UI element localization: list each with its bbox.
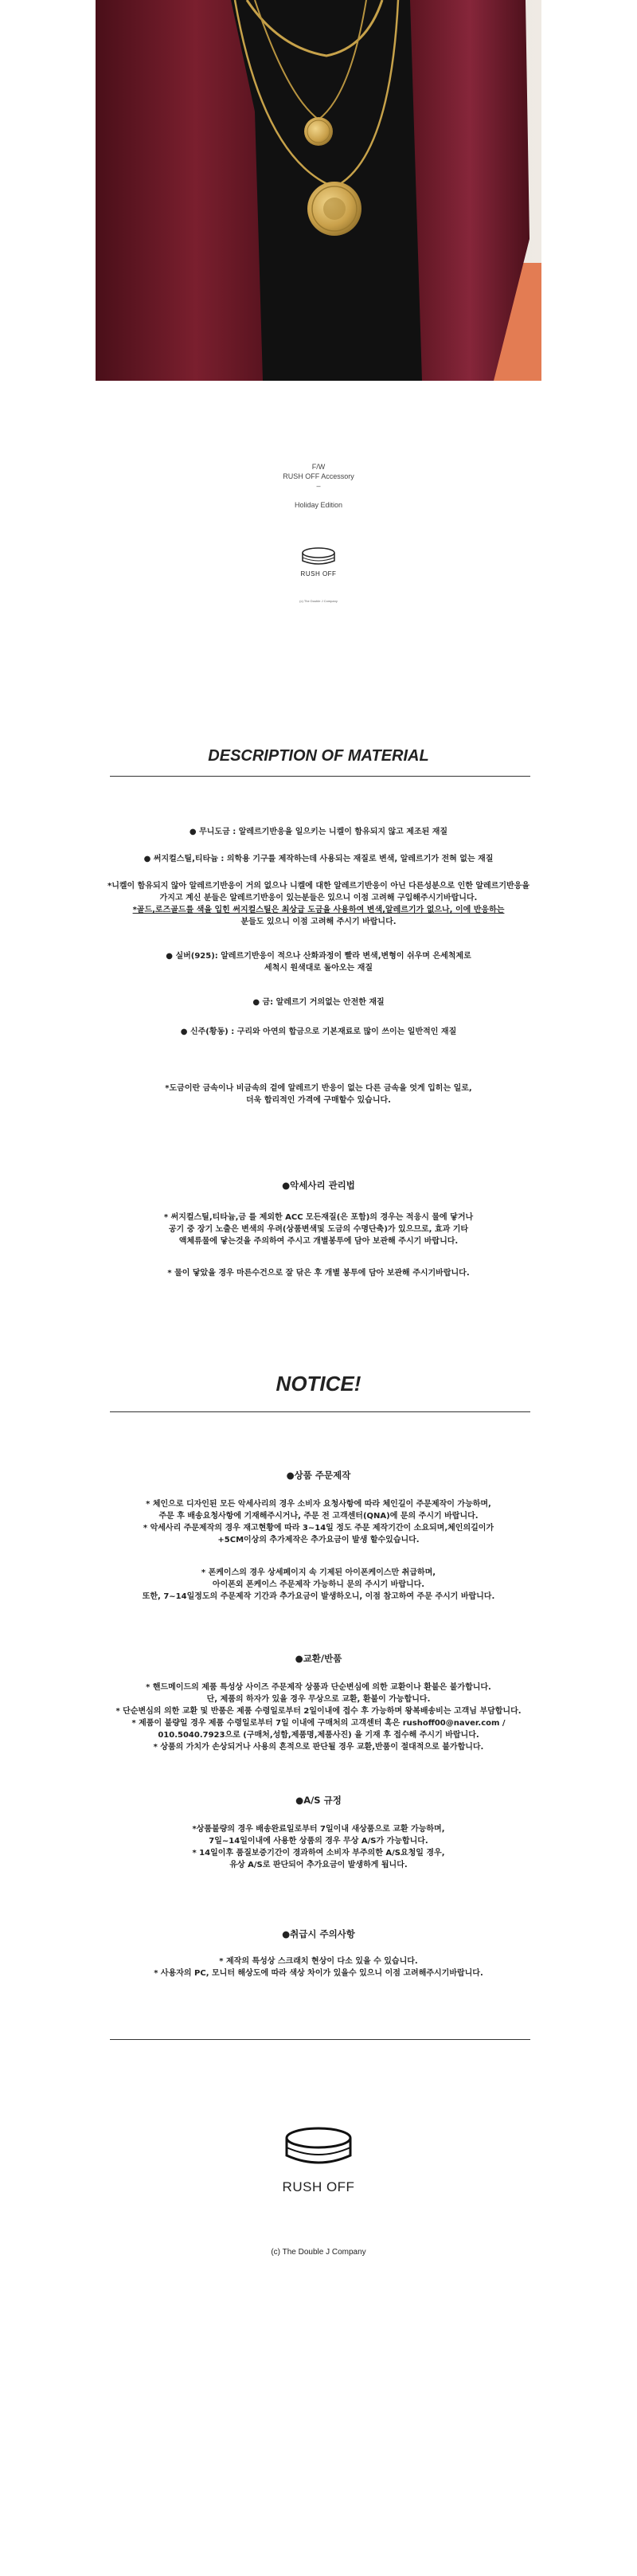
copyright: (c) The Double J Company: [271, 2248, 366, 2257]
order-line: 또한, 7~14일정도의 주문제작 기간과 추가요금이 발생하오니, 이점 참고하여 주문 주시기 바랍니다.: [142, 1592, 495, 1601]
logo-text-large: RUSH OFF: [282, 2179, 355, 2194]
material-line: ● 무니도금 : 알레르기반응을 일으키는 니켈이 함유되지 않고 제조된 재질: [189, 828, 448, 836]
order-line: * 악세사리 주문제작의 경우 재고현황에 따라 3~14일 정도 주문 제작기간이 소요되며,체인의길이가: [143, 1524, 494, 1533]
exchange-line: * 상품의 가치가 손상되거나 사용의 흔적으로 판단될 경우 교환,반품이 절대적으로 불가합니다.: [153, 1743, 484, 1752]
ring-logo-icon: [296, 545, 341, 570]
order-heading: ●상품 주문제작: [286, 1470, 351, 1481]
notice-title: NOTICE!: [276, 1372, 361, 1396]
tiny-copyright: (c) The Double J Company: [299, 599, 338, 603]
footer-divider: [110, 2039, 530, 2040]
material-line: ● 신주(황동) : 구리와 아연의 합금으로 기본재료로 많이 쓰이는 일반적인 재질: [180, 1028, 457, 1036]
logo-text-small: RUSH OFF: [300, 570, 337, 577]
care-heading: ●악세사리 관리법: [282, 1180, 355, 1191]
order-line: +5CM이상의 추가제작은 추가요금이 발생 할수있습니다.: [217, 1536, 420, 1544]
material-line: 분들도 있으니 이점 고려해 주시기 바랍니다.: [240, 918, 397, 926]
material-line: *도금이란 금속이나 비금속의 겉에 알레르기 반응이 없는 다른 금속을 엇게 입히는 일로,: [165, 1084, 472, 1093]
material-line-text: *골드,로즈골드를 색을 입힌 써지컬스틸은 최상급 도금을 사용하여 변색,알레르기가 없으나, 이에 반응하는: [132, 906, 505, 914]
exchange-line: * 제품이 불량일 경우 제품 수령일로부터 7일 이내에 구매처의 고객센터 혹은 rushoff00@naver.com /: [131, 1719, 506, 1728]
exchange-line: * 핸드메이드의 제품 특성상 사이즈 주문제작 상품과 단순변심에 의한 교환이나 환불은 불가합니다.: [146, 1683, 491, 1692]
material-title: DESCRIPTION OF MATERIAL: [208, 747, 429, 765]
order-line: 주문 후 배송요청사항에 기재해주시거나, 주문 전 고객센터(QNA)에 문의 주시기 바랍니다.: [158, 1512, 479, 1521]
material-divider: [110, 776, 530, 777]
exchange-heading: ●교환/반품: [295, 1653, 342, 1664]
material-line: 가지고 계신 분들은 알레르기반응이 있는분들은 있으니 이점 고려해 구입해주시기바랍니다.: [159, 894, 478, 902]
material-line: [48, 905, 589, 915]
material-line: *니켈이 함유되지 않아 알레르기반응이 거의 없으나 니켈에 대한 알레르기반응이 아닌 다른성분으로 인한 알레르기반응을: [107, 882, 530, 891]
exchange-line: 단, 제품의 하자가 있을 경우 무상으로 교환, 환불이 가능합니다.: [206, 1695, 431, 1704]
material-line: 세척시 원색대로 돌아오는 재질: [264, 964, 373, 973]
as-line: *상품불량의 경우 배송완료일로부터 7일이내 새상품으로 교환 가능하며,: [192, 1825, 445, 1834]
handling-line: * 제작의 특성상 스크래치 현상이 다소 있을 수 있습니다.: [219, 1957, 418, 1966]
necklace-model-image: [96, 0, 541, 381]
ring-logo-icon: [277, 2125, 360, 2178]
as-line: 7일~14일이내에 사용한 상품의 경우 무상 A/S가 가능합니다.: [209, 1837, 428, 1846]
care-line: 공기 중 장기 노출은 변색의 우려(상품변색및 도금의 수명단축)가 있으므로, 효과 기타: [168, 1225, 469, 1234]
exchange-line: 010.5040.7923으로 (구매처,성함,제품명,제품사진) 을 기재 후 접수해 주시기 바랍니다.: [158, 1731, 479, 1740]
edition-label: Holiday Edition: [294, 501, 343, 509]
product-photo: [96, 0, 541, 381]
order-line: 아이폰외 폰케이스 주문제작 가능하니 문의 주시기 바랍니다.: [212, 1580, 425, 1589]
handling-line: * 사용자의 PC, 모니터 해상도에 따라 색상 차이가 있을수 있으니 이점 고려해주시기바랍니다.: [154, 1969, 483, 1978]
notice-divider: [110, 1411, 530, 1412]
as-heading: ●A/S 규정: [295, 1795, 342, 1806]
brand-line: RUSH OFF Accessory: [283, 472, 354, 480]
material-line: ● 써지컬스틸,티타늄 : 의학용 기구를 제작하는데 사용되는 재질로 변색, 알레르기가 전혀 없는 재질: [143, 855, 494, 863]
material-line: ● 실버(925): 알레르기반응이 적으나 산화과정이 빨라 변색,변형이 쉬우며 은세척제로: [166, 952, 471, 961]
as-line: 유상 A/S로 판단되어 추가요금이 발생하게 됩니다.: [229, 1861, 408, 1869]
care-line: 액체류물에 닿는것을 주의하여 주시고 개별봉투에 담아 보관해 주시기 바랍니다.: [178, 1237, 459, 1246]
order-line: * 체인으로 디자인된 모든 악세사리의 경우 소비자 요청사항에 따라 체인길이 주문제작이 가능하며,: [146, 1500, 491, 1509]
care-line: * 써지컬스틸,티타늄,금 를 제외한 ACC 모든재질(은 포함)의 경우는 적응시 물에 닿거나: [163, 1213, 474, 1222]
season-label: F/W: [311, 463, 326, 471]
exchange-line: * 단순변심의 의한 교환 및 반품은 제품 수령일로부터 2일이내에 접수 후 가능하며 왕복배송비는 고객님 부담합니다.: [115, 1707, 522, 1716]
brand-logo-large: [277, 2125, 360, 2203]
header-dash: –: [316, 482, 321, 490]
order-line: * 폰케이스의 경우 상세페이지 속 기제된 아이폰케이스만 취급하며,: [201, 1568, 436, 1577]
as-line: * 14일이후 품질보증기간이 경과하여 소비자 부주의한 A/S요청일 경우,: [192, 1849, 445, 1858]
material-line: 더욱 합리적인 가격에 구매할수 있습니다.: [246, 1096, 391, 1105]
care-line: * 물이 닿았을 경우 마른수건으로 잘 닦은 후 개별 봉투에 담아 보관해 주시기바랍니다.: [167, 1269, 470, 1278]
material-line: ● 금: 알레르기 거의없는 안전한 재질: [252, 998, 385, 1007]
brand-logo-small: [296, 545, 341, 583]
handling-heading: ●취급시 주의사항: [282, 1928, 355, 1940]
